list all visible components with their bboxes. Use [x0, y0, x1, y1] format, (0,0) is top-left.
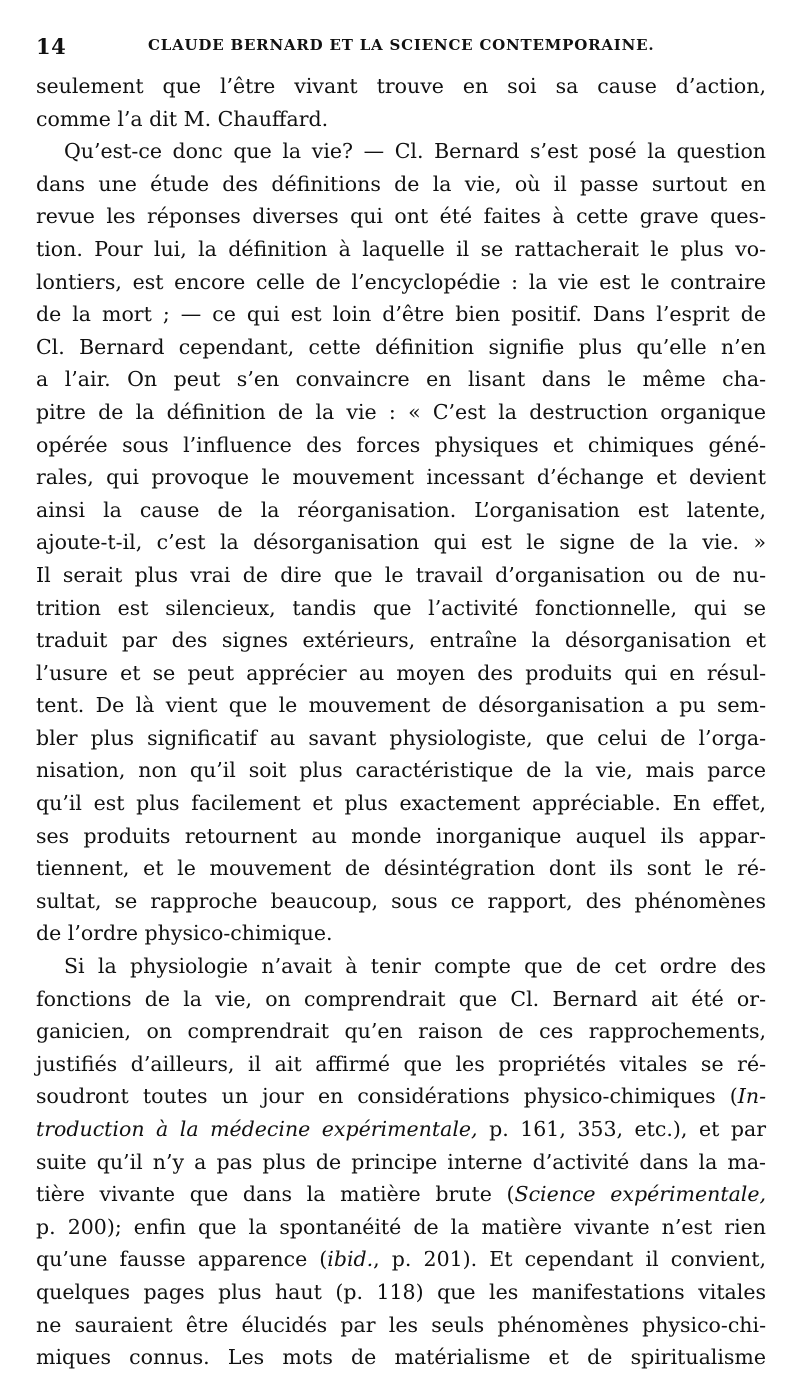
text-line: [36, 950, 766, 983]
text-segment: qu’une fausse apparence (: [36, 1247, 328, 1272]
text-segment: suite qu’il n’y a pas plus de principe interne d’activité dans la ma-: [36, 1149, 766, 1174]
text-line: [36, 1015, 766, 1048]
text-segment: p. 161, 353, etc.), et par: [477, 1117, 766, 1141]
text-segment: p. 200); enfin que la spontanéité de la matière vivante n’est rien: [36, 1214, 766, 1239]
text-segment: ainsi la cause de la réorganisation. L’organisation est latente,: [36, 497, 766, 522]
text-line: [36, 363, 766, 396]
text-segment: pitre de la définition de la vie : « C’est la destruction organique: [36, 399, 766, 424]
text-segment: tière vivante que dans la matière brute (: [36, 1182, 515, 1207]
text-line: [36, 429, 766, 462]
text-segment: revue les réponses diverses qui ont été faites à cette grave ques-: [36, 204, 766, 229]
running-head: [36, 30, 766, 60]
text-line: [36, 1178, 766, 1211]
italic-segment: troduction à la médecine expérimentale,: [36, 1117, 478, 1141]
text-segment: bler plus significatif au savant physiologiste, que celui de l’orga-: [36, 725, 766, 750]
text-segment: qu’il est plus facilement et plus exactement appréciable. En effet,: [36, 791, 766, 816]
text-segment: fonctions de la vie, on comprendrait que Cl. Bernard ait été or-: [36, 986, 766, 1011]
text-line: [36, 592, 766, 625]
text-line: [36, 917, 766, 950]
text-segment: ses produits retournent au monde inorganique auquel ils appar-: [36, 823, 766, 848]
text-line: [36, 1048, 766, 1081]
text-segment: seulement que l’être vivant trouve en soi sa cause d’action,: [36, 74, 766, 98]
text-line: [36, 103, 766, 136]
italic-segment: In-: [737, 1084, 766, 1109]
text-line: [36, 135, 766, 168]
text-segment: Cl. Bernard cependant, cette définition signifie plus qu’elle n’en: [36, 334, 766, 359]
text-line: [36, 689, 766, 722]
text-line: [36, 298, 766, 331]
text-line: [36, 983, 766, 1016]
text-line: [36, 200, 766, 233]
text-line: [36, 331, 766, 364]
text-segment: tiennent, et le mouvement de désintégration dont ils sont le ré-: [36, 856, 766, 881]
text-line: [36, 1080, 766, 1113]
text-line: [36, 787, 766, 820]
text-line: [36, 754, 766, 787]
text-line: [36, 233, 766, 266]
text-segment: traduit par des signes extérieurs, entraîne la désorganisation et: [36, 628, 766, 653]
text-segment: Il serait plus vrai de dire que le travail d’organisation ou de nu-: [36, 562, 766, 587]
page-number: 14: [36, 34, 67, 59]
italic-segment: Science expérimentale,: [514, 1182, 766, 1207]
text-line: [36, 852, 766, 885]
text-segment: ajoute-t-il, c’est la désorganisation qui est le signe de la vie. »: [36, 530, 766, 555]
text-segment: tent. De là vient que le mouvement de désorganisation a pu sem-: [36, 693, 766, 718]
italic-segment: ibid.: [327, 1247, 374, 1272]
text-segment: comme l’a dit M. Chauffard.: [36, 106, 329, 131]
text-line: [36, 722, 766, 755]
text-segment: trition est silencieux, tandis que l’activité fonctionnelle, qui se: [36, 595, 766, 620]
text-line: [36, 526, 766, 559]
text-line: [36, 820, 766, 853]
text-line: [36, 461, 766, 494]
text-segment: soudront toutes un jour en considérations physico-chimiques (: [36, 1084, 738, 1109]
text-line: [36, 70, 766, 103]
text-line: [36, 559, 766, 592]
running-title: CLAUDE BERNARD ET LA SCIENCE CONTEMPORAINE.: [148, 36, 655, 54]
text-line: [36, 266, 766, 299]
text-line: [36, 396, 766, 429]
text-segment: Si la physiologie n’avait à tenir compte que de cet ordre des: [64, 954, 766, 979]
book-page: [36, 30, 766, 1374]
text-segment: quelques pages plus haut (p. 118) que les manifestations vitales: [36, 1279, 766, 1304]
text-line: [36, 1113, 766, 1146]
text-segment: rales, qui provoque le mouvement incessant d’échange et devient: [36, 465, 766, 490]
text-segment: miques connus. Les mots de matérialisme et de spiritualisme: [36, 1345, 766, 1370]
text-segment: Qu’est-ce donc que la vie? — Cl. Bernard s’est posé la question: [64, 139, 766, 164]
text-line: [36, 885, 766, 918]
text-line: [36, 1276, 766, 1309]
text-line: [36, 1341, 766, 1374]
text-segment: opérée sous l’influence des forces physiques et chimiques géné-: [36, 432, 766, 457]
text-segment: lontiers, est encore celle de l’encyclopédie : la vie est le contraire: [36, 269, 766, 294]
text-segment: ganicien, on comprendrait qu’en raison de ces rapprochements,: [36, 1019, 766, 1044]
text-line: [36, 1211, 766, 1244]
text-segment: dans une étude des définitions de la vie, où il passe surtout en: [36, 171, 766, 196]
text-line: [36, 494, 766, 527]
text-line: [36, 168, 766, 201]
text-segment: a l’air. On peut s’en convaincre en lisant dans le même cha-: [36, 367, 766, 392]
text-segment: sultat, se rapproche beaucoup, sous ce rapport, des phénomènes: [36, 888, 766, 913]
text-segment: de la mort ; — ce qui est loin d’être bien positif. Dans l’esprit de: [36, 302, 766, 327]
text-line: [36, 657, 766, 690]
text-line: [36, 1243, 766, 1276]
text-segment: tion. Pour lui, la définition à laquelle il se rattacherait le plus vo-: [36, 236, 766, 261]
text-segment: l’usure et se peut apprécier au moyen des produits qui en résul-: [36, 660, 766, 685]
text-segment: nisation, non qu’il soit plus caractéristique de la vie, mais parce: [36, 758, 766, 783]
text-segment: de l’ordre physico-chimique.: [36, 921, 333, 946]
text-line: [36, 1146, 766, 1179]
text-line: [36, 1309, 766, 1342]
text-segment: justifiés d’ailleurs, il ait affirmé que les propriétés vitales se ré-: [36, 1051, 766, 1076]
text-line: [36, 624, 766, 657]
text-segment: , p. 201). Et cependant il convient,: [373, 1247, 766, 1272]
text-segment: ne sauraient être élucidés par les seuls phénomènes physico-chi-: [36, 1312, 766, 1337]
body-text: [36, 70, 766, 1374]
